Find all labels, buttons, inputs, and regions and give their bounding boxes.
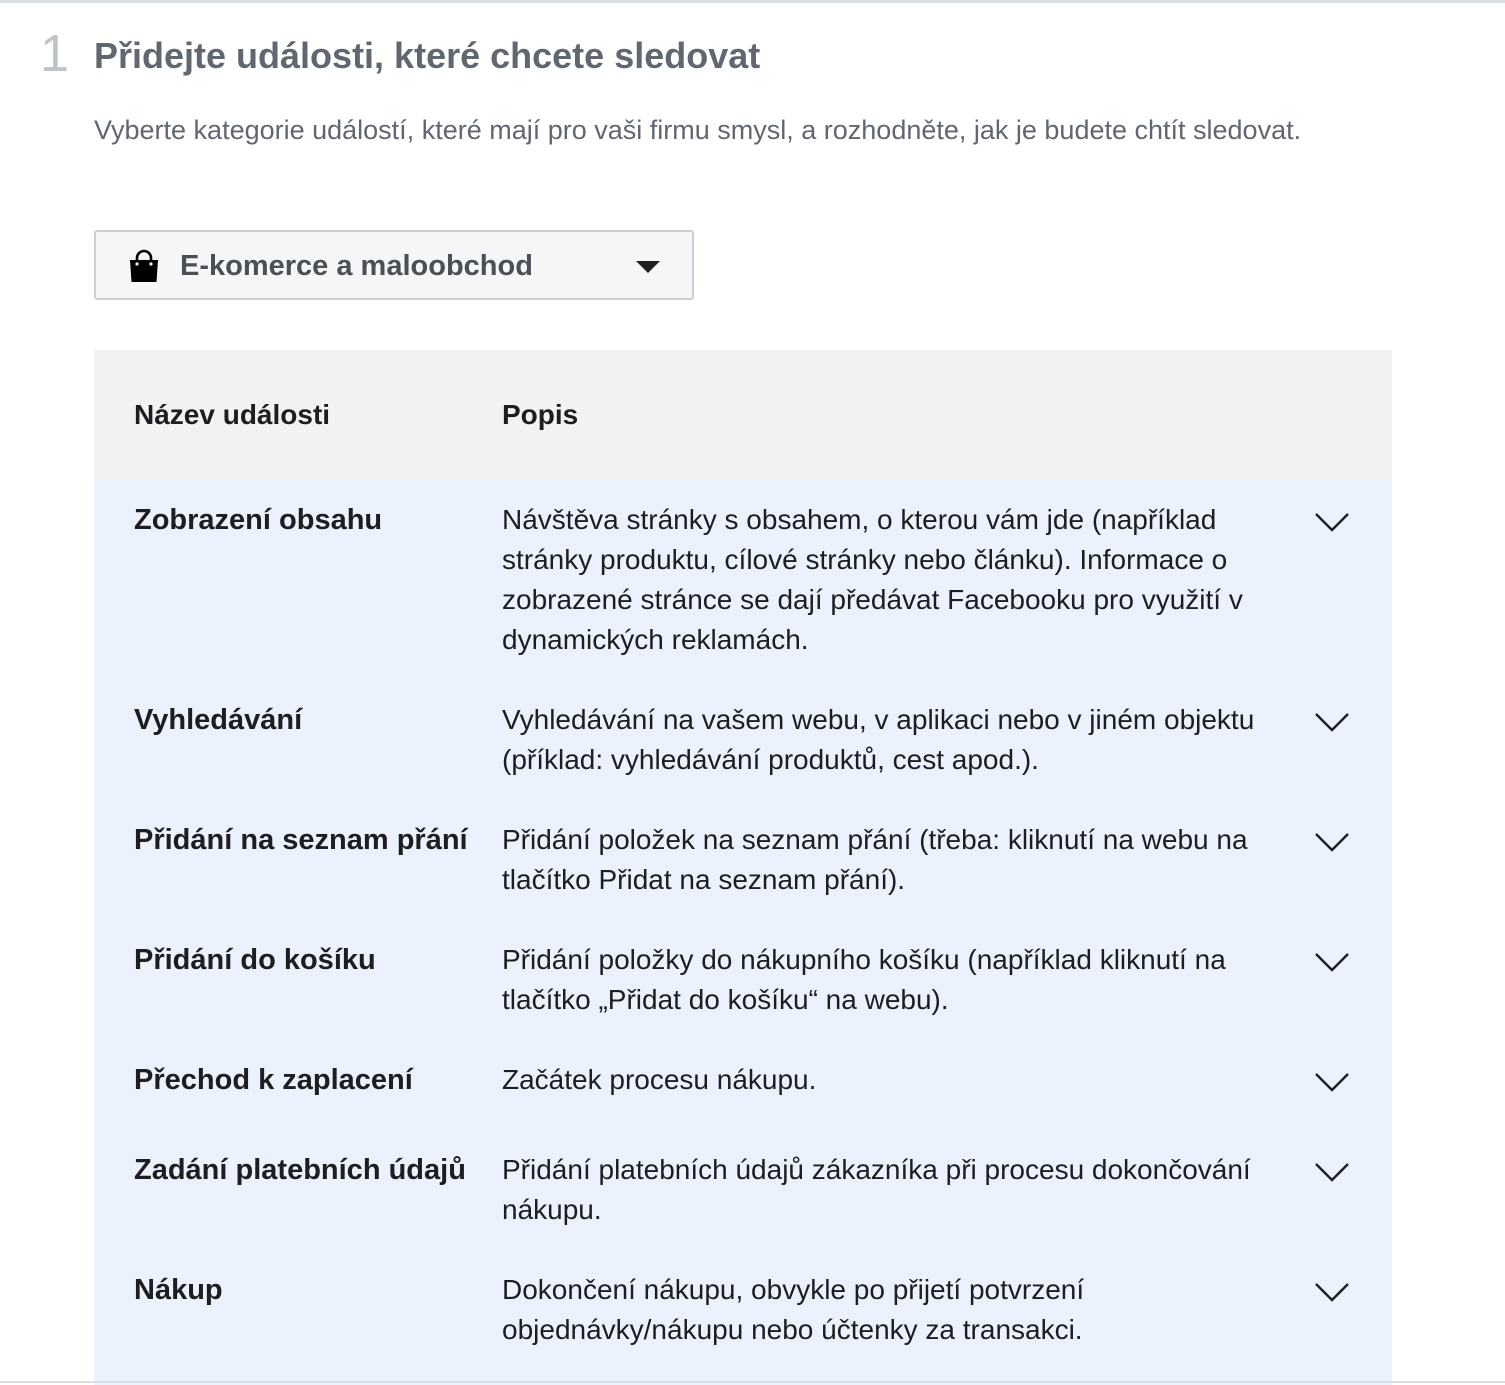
table-header (94, 350, 1392, 479)
section-title: Přidejte události, které chcete sledovat (94, 35, 761, 76)
event-name: Přidání do košíku (134, 944, 376, 976)
chevron-down-icon[interactable] (1314, 1280, 1350, 1304)
chevron-down-icon[interactable] (1314, 510, 1350, 534)
section-description: Vyberte kategorie událostí, které mají pro vaši firmu smysl, a rozhodněte, jak je budete chtít sledovat. (94, 115, 1302, 145)
step-number: 1 (40, 25, 69, 83)
event-name: Nákup (134, 1274, 223, 1306)
column-header-description: Popis (502, 399, 579, 430)
chevron-down-icon[interactable] (1314, 1070, 1350, 1094)
category-dropdown-label: E-komerce a maloobchod (180, 250, 533, 282)
event-description: Vyhledávání na vašem webu, v aplikaci nebo v jiném objektu (příklad: vyhledávání produktů, cest apod.). (502, 704, 1255, 775)
event-description: Návštěva stránky s obsahem, o kterou vám jde (například stránky produktu, cílové stránky nebo článku). Informace o zobrazené stránce se dají předávat Facebooku pro využití v dynamických reklamách. (502, 504, 1243, 655)
event-name: Vyhledávání (134, 704, 303, 736)
top-divider (0, 0, 1505, 3)
event-name: Přidání na seznam přání (134, 824, 468, 856)
chevron-down-icon[interactable] (1314, 1160, 1350, 1184)
event-name: Přechod k zaplacení (134, 1064, 413, 1096)
events-table (94, 350, 1392, 1385)
event-description: Přidání platebních údajů zákazníka při procesu dokončování nákupu. (502, 1154, 1251, 1225)
category-dropdown[interactable] (94, 230, 694, 300)
event-name: Zobrazení obsahu (134, 504, 383, 536)
chevron-down-icon[interactable] (1314, 950, 1350, 974)
event-description: Dokončení nákupu, obvykle po přijetí potvrzení objednávky/nákupu nebo účtenky za transakci. (502, 1274, 1085, 1345)
shopping-bag-icon (126, 248, 162, 284)
event-description: Přidání položek na seznam přání (třeba: kliknutí na webu na tlačítko Přidat na seznam přání). (502, 824, 1248, 895)
column-header-name: Název události (134, 399, 331, 430)
event-description: Začátek procesu nákupu. (502, 1064, 817, 1095)
event-description: Přidání položky do nákupního košíku (například kliknutí na tlačítko „Přidat do košíku“ na webu). (502, 944, 1226, 1015)
chevron-down-icon[interactable] (1314, 710, 1350, 734)
caret-down-icon (636, 261, 660, 273)
chevron-down-icon[interactable] (1314, 830, 1350, 854)
event-name: Zadání platebních údajů (134, 1154, 466, 1186)
